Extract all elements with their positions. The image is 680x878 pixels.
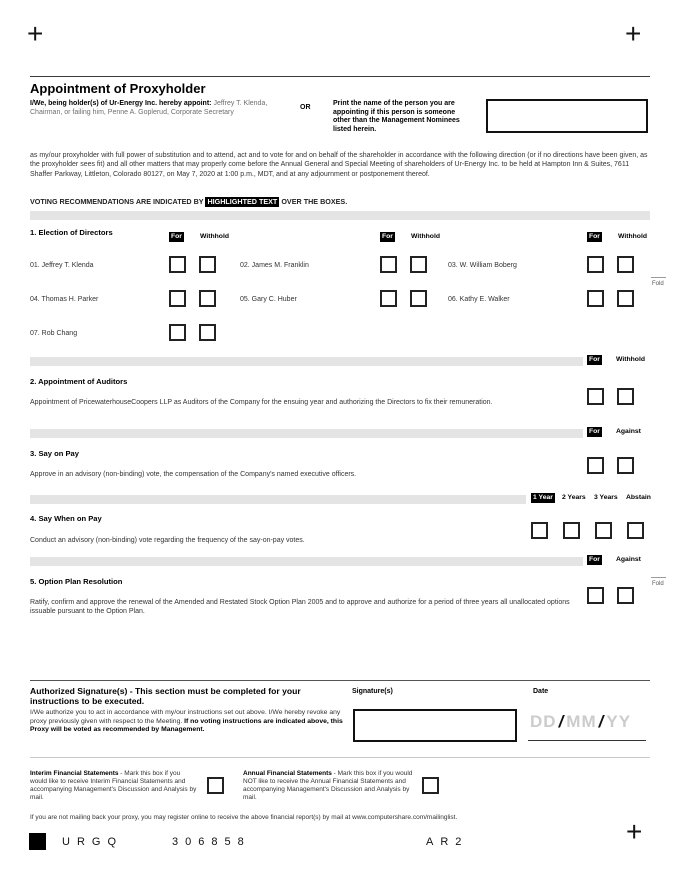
fold-label-1: Fold [652,281,664,287]
directors-withhold-header-2: Withhold [411,233,441,240]
divider-bar-say-when [30,495,526,504]
proxy-paragraph: as my/our proxyholder with full power of substitution and to attend, act and to vote for and on behalf of the shareholder in accordance with the following direction (or if no directions have been given, as the proxyholder sees fit) and all other matters that may properly come before the Annual General and Special Meeting of shareholders of Ur-Energy Inc. to be held at Hampton Inn & Suites, 7611 Shaffer Parkway, Littleton, Colorado 80127, on May 7, 2020 at 1:00 p.m., MDT, and at any adjournment or postponement thereof. [30,152,648,178]
nominee-label-06: 06. Kathy E. Walker [448,296,510,303]
checkbox-option-plan-for[interactable] [587,587,604,604]
checkbox-director-02-withhold[interactable] [410,256,427,273]
registration-cross-top-left: + [27,18,44,49]
directors-for-header-2: For [382,233,393,240]
section-5-text: Ratify, confirm and approve the renewal of the Amended and Restated Stock Option Plan 2005 and to approve and authorize for a period of three years all unallocated options issuable pursuant to the Option Plan. [30,599,570,615]
checkbox-director-05-for[interactable] [380,290,397,307]
interim-statements-text [30,770,198,802]
checkbox-auditors-withhold[interactable] [617,388,634,405]
date-underline [528,740,646,741]
checkbox-interim-statements[interactable] [207,777,224,794]
directors-for-header-3: For [589,233,600,240]
say-when-2years-header: 2 Years [562,494,586,501]
nominee-label-07: 07. Rob Chang [30,330,78,337]
date-field[interactable] [530,712,631,732]
nominee-label-03: 03. W. William Boberg [448,262,517,269]
appointment-label: I/We, being holder(s) of Ur-Energy Inc. hereby appoint: [30,100,214,107]
proxyholder-name-box[interactable] [486,99,648,133]
registration-cross-top-right: + [625,18,642,49]
footer-code-ar2: AR2 [426,836,469,848]
nominee-label-04: 04. Thomas H. Parker [30,296,99,303]
voting-note-pre: VOTING RECOMMENDATIONS ARE INDICATED BY [30,197,206,206]
header-rule [30,76,650,77]
or-label: OR [300,104,311,111]
auditors-withhold-header: Withhold [616,356,646,363]
auditors-for-header: For [589,356,600,363]
divider-bar-top [30,211,650,220]
checkbox-director-06-for[interactable] [587,290,604,307]
checkbox-say-when-1year[interactable] [531,522,548,539]
financial-section-rule [30,757,650,758]
section-2-title: 2. Appointment of Auditors [30,377,128,386]
fold-label-2: Fold [652,581,664,587]
say-on-pay-for-header: For [589,428,600,435]
divider-bar-say-on-pay [30,429,583,438]
say-when-3years-header: 3 Years [594,494,618,501]
registration-cross-bottom-right: + [626,816,643,847]
interim-statements-bold: Interim Financial Statements [30,770,119,777]
appointment-text [30,99,298,117]
signature-section-rule [30,680,650,681]
nominee-label-05: 05. Gary C. Huber [240,296,297,303]
signature-box[interactable] [353,709,517,742]
checkbox-director-03-for[interactable] [587,256,604,273]
checkbox-say-when-3years[interactable] [595,522,612,539]
section-4-text: Conduct an advisory (non-binding) vote regarding the frequency of the say-on-pay votes. [30,537,305,544]
checkbox-director-04-withhold[interactable] [199,290,216,307]
fold-line-1 [651,277,666,278]
annual-statements-bold: Annual Financial Statements [243,770,332,777]
divider-bar-option-plan [30,557,583,566]
option-plan-for-header: For [589,556,600,563]
say-when-abstain-header: Abstain [626,494,651,501]
checkbox-director-01-for[interactable] [169,256,186,273]
checkbox-annual-statements[interactable] [422,777,439,794]
checkbox-director-05-withhold[interactable] [410,290,427,307]
signature-section-title: Authorized Signature(s) - This section must be completed for your instructions to be executed. [30,686,301,706]
page-title: Appointment of Proxyholder [30,81,206,96]
date-separator-1: / [558,712,565,731]
signature-instructions-bold: If no voting instructions are indicated above, this Proxy will be voted as recommended by Management. [30,717,343,734]
section-2-text: Appointment of PricewaterhouseCoopers LLP as Auditors of the Company for the ensuing year and authorizing the Directors to fix their remuneration. [30,399,493,406]
option-plan-against-header: Against [616,556,641,563]
section-1-title: 1. Election of Directors [30,228,113,237]
fold-line-2 [651,577,666,578]
section-4-title: 4. Say When on Pay [30,514,102,523]
signature-instructions-normal: I/We authorize you to act in accordance with my/our instructions set out above. I/We hereby revoke any proxy previously given with respect to the Meeting. [30,709,341,725]
date-yy-placeholder: YY [606,712,632,731]
checkbox-director-04-for[interactable] [169,290,186,307]
print-name-instruction: Print the name of the person you are appointing if this person is someone other than the Management Nominees listed herein. [333,100,460,133]
say-on-pay-against-header: Against [616,428,641,435]
checkbox-option-plan-against[interactable] [617,587,634,604]
date-label: Date [533,688,549,695]
directors-withhold-header-1: Withhold [200,233,230,240]
directors-withhold-header-3: Withhold [618,233,648,240]
footer-black-square [29,833,46,850]
voting-recommendations-note [30,197,347,207]
date-mm-placeholder: MM [566,712,597,731]
say-when-1year-header: 1 Year [533,494,553,501]
section-3-text: Approve in an advisory (non-binding) vote, the compensation of the Company's named executive officers. [30,471,357,478]
annual-statements-normal: - Mark this box if you would NOT like to receive the Annual Financial Statements and accompanying Management's Discussion and Analysis by mail. [243,770,413,801]
annual-statements-text [243,770,415,802]
checkbox-director-03-withhold[interactable] [617,256,634,273]
section-5-title: 5. Option Plan Resolution [30,577,123,586]
date-dd-placeholder: DD [530,712,557,731]
checkbox-say-when-2years[interactable] [563,522,580,539]
checkbox-say-when-abstain[interactable] [627,522,644,539]
checkbox-director-02-for[interactable] [380,256,397,273]
voting-note-post: OVER THE BOXES. [279,197,348,206]
checkbox-say-on-pay-for[interactable] [587,457,604,474]
signature-instructions [30,709,348,735]
nominee-label-01: 01. Jeffrey T. Klenda [30,262,94,269]
divider-bar-auditors [30,357,583,366]
checkbox-auditors-for[interactable] [587,388,604,405]
directors-for-header-1: For [171,233,182,240]
section-3-title: 3. Say on Pay [30,449,79,458]
mailing-note: If you are not mailing back your proxy, you may register online to receive the above financial report(s) by mail at www.computershare.com/mailinglist. [30,814,458,821]
checkbox-director-06-withhold[interactable] [617,290,634,307]
nominee-label-02: 02. James M. Franklin [240,262,309,269]
checkbox-director-01-withhold[interactable] [199,256,216,273]
appointee-names: Jeffrey T. Klenda, Chairman, or failing him, Penne A. Goplerud, Corporate Secretary [30,100,268,116]
checkbox-director-07-for[interactable] [169,324,186,341]
checkbox-director-07-withhold[interactable] [199,324,216,341]
checkbox-say-on-pay-against[interactable] [617,457,634,474]
footer-code-urgq: URGQ [62,836,123,848]
signatures-label: Signature(s) [352,688,393,695]
footer-code-306858: 306858 [172,836,251,848]
voting-note-highlight: HIGHLIGHTED TEXT [207,197,278,206]
date-separator-2: / [598,712,605,731]
interim-statements-normal: - Mark this box if you would like to receive Interim Financial Statements and accompanying Management's Discussion and Analysis by mail. [30,770,197,801]
